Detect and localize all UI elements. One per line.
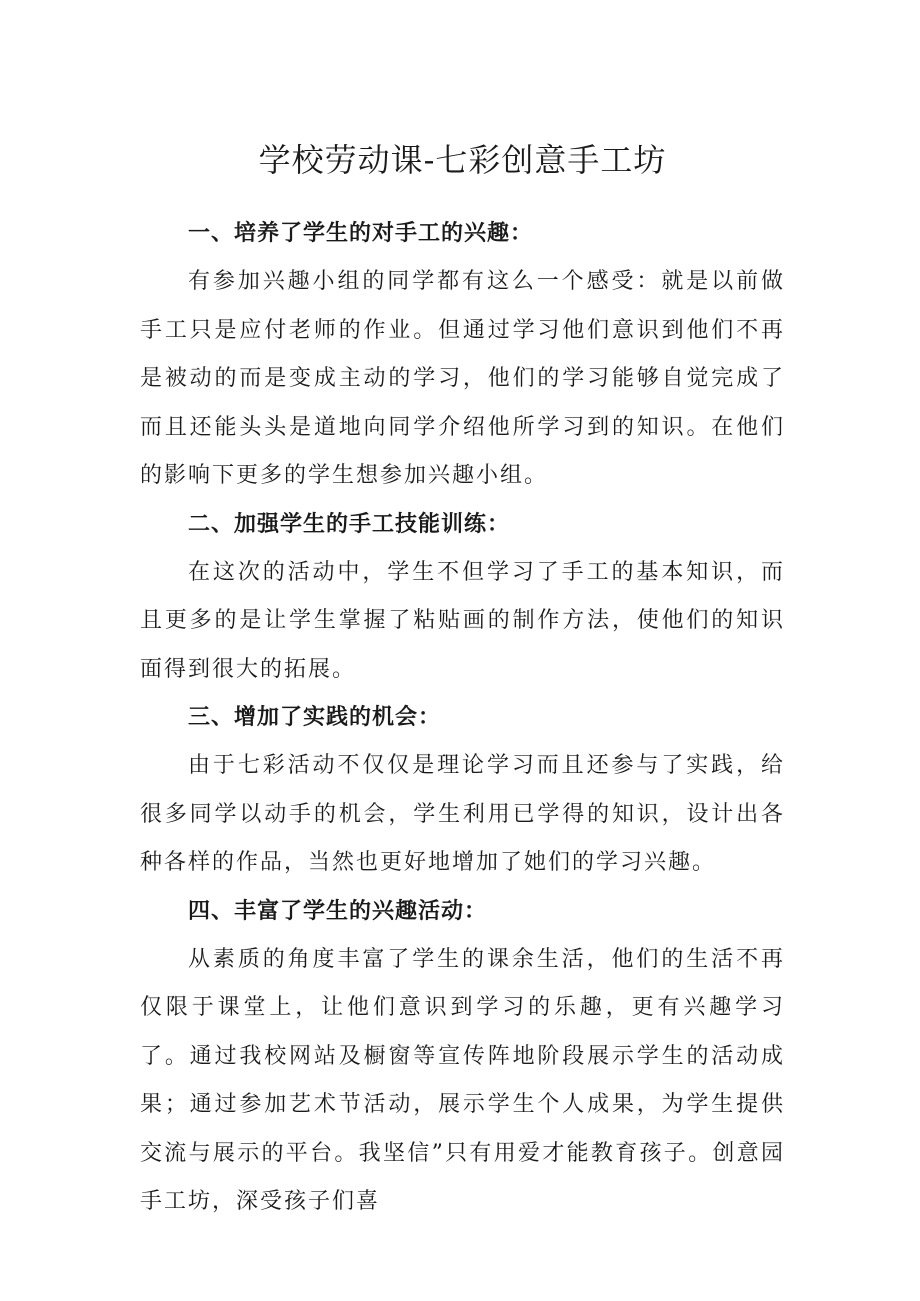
section-interest [140,210,785,501]
section-activities [140,888,785,1227]
section-heading: 一、培养了学生的对手工的兴趣： [188,221,534,246]
section-paragraph: 有参加兴趣小组的同学都有这么一个感受：就是以前做手工只是应付老师的作业。但通过学习他们意识到他们不再是被动的而是变成主动的学习，他们的学习能够自觉完成了而且还能头头是道地向同学介绍他所学习到的知识。在他们的影响下更多的学生想参加兴趣小组。 [140,269,785,488]
section-heading: 二、加强学生的手工技能训练： [188,511,511,537]
section-practice [140,694,785,888]
section-heading: 四、丰富了学生的兴趣活动： [188,898,488,924]
document-page [140,138,785,1227]
section-skills [140,501,785,695]
section-paragraph: 从素质的角度丰富了学生的课余生活，他们的生活不再仅限于课堂上，让他们意识到学习的乐趣，更有兴趣学习了。通过我校网站及橱窗等宣传阵地阶段展示学生的活动成果；通过参加艺术节活动，展示学生个人成果，为学生提供交流与展示的平台。我坚信”只有用爱才能教育孩子。创意园手工坊，深受孩子们喜 [140,946,785,1214]
section-paragraph: 在这次的活动中，学生不但学习了手工的基本知识，而且更多的是让学生掌握了粘贴画的制作方法，使他们的知识面得到很大的拓展。 [140,559,785,682]
document-title: 学校劳动课-七彩创意手工坊 [258,141,667,179]
section-paragraph: 由于七彩活动不仅仅是理论学习而且还参与了实践，给很多同学以动手的机会，学生利用已学得的知识，设计出各种各样的作品，当然也更好地增加了她们的学习兴趣。 [140,753,785,875]
section-heading: 三、增加了实践的机会： [188,705,442,730]
